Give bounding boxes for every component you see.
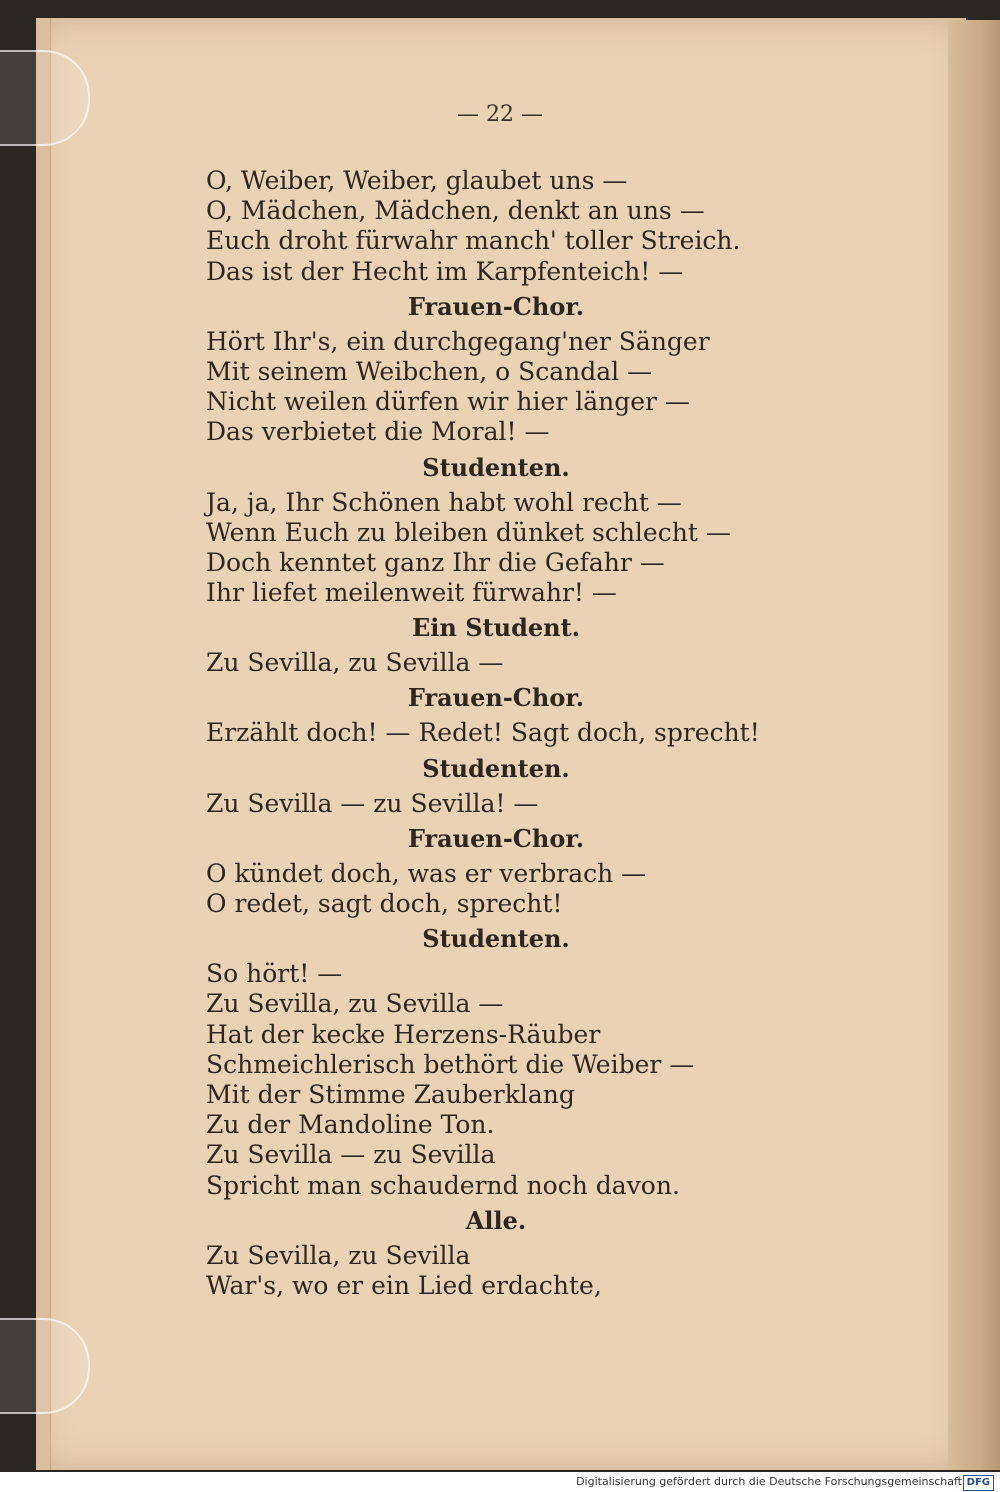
verse-line: Zu Sevilla, zu Sevilla [206, 1240, 471, 1270]
footer-credit: Digitalisierung gefördert durch die Deutsche Forschungsgemeinschaft [576, 1475, 962, 1488]
verse-line: War's, wo er ein Lied erdachte, [206, 1270, 602, 1300]
page-number: — 22 — [457, 102, 543, 127]
verse-line: O, Weiber, Weiber, glaubet uns — [206, 166, 628, 195]
speaker-heading: Studenten. [422, 924, 570, 954]
verse-line: Das ist der Hecht im Karpfenteich! — [206, 256, 684, 286]
verse-line: Zu der Mandoline Ton. [206, 1110, 495, 1140]
verse-line: Wenn Euch zu bleiben dünket schlecht — [206, 517, 731, 547]
verse-line: Schmeichlerisch bethört die Weiber — [206, 1049, 695, 1079]
speaker-heading: Studenten. [422, 753, 570, 783]
verse-line: Zu Sevilla, zu Sevilla — [206, 648, 504, 678]
verse-line: O, Mädchen, Mädchen, denkt an uns — [206, 196, 705, 226]
page-stack-edge-right [948, 20, 1000, 1470]
verse-line: Erzählt doch! — Redet! Sagt doch, sprecht! [206, 718, 760, 748]
speaker-heading: Frauen-Chor. [407, 683, 585, 713]
verse-line: So hört! — [206, 959, 343, 989]
speaker-heading: Studenten. [422, 452, 570, 482]
page-stack-edge-left [36, 18, 51, 1470]
verse-line: O redet, sagt doch, sprecht! [206, 889, 563, 918]
dfg-logo: DFG [963, 1475, 994, 1491]
verse-text-block [206, 166, 766, 1301]
scan-clip-top [0, 50, 90, 146]
verse-line: Hört Ihr's, ein durchgegang'ner Sänger [206, 326, 710, 356]
verse-line: Spricht man schaudernd noch davon. [206, 1170, 680, 1200]
verse-line: Hat der kecke Herzens-Räuber [206, 1019, 601, 1049]
verse-line: Ja, ja, Ihr Schönen habt wohl recht — [206, 487, 682, 517]
scan-clip-bottom [0, 1318, 90, 1414]
speaker-heading: Ein Student. [411, 613, 581, 643]
verse-line: O kündet doch, was er verbrach — [206, 858, 647, 888]
verse-line: Doch kenntet ganz Ihr die Gefahr — [206, 547, 665, 577]
verse-line: Mit seinem Weibchen, o Scandal — [206, 356, 653, 386]
verse-line: Nicht weilen dürfen wir hier länger — [206, 387, 690, 417]
speaker-heading: Frauen-Chor. [407, 823, 585, 853]
verse-line: Zu Sevilla, zu Sevilla — [206, 989, 504, 1019]
verse-line: Euch droht fürwahr manch' toller Streich. [206, 226, 741, 256]
verse-line: Das verbietet die Moral! — [206, 417, 550, 447]
verse-line: Mit der Stimme Zauberklang [206, 1079, 575, 1109]
verse-line: Zu Sevilla — zu Sevilla [206, 1140, 496, 1170]
verse-line: Zu Sevilla — zu Sevilla! — [206, 788, 539, 818]
verse-line: Ihr liefet meilenweit fürwahr! — [206, 578, 617, 608]
speaker-heading: Frauen-Chor. [407, 291, 585, 321]
speaker-heading: Alle. [465, 1205, 527, 1235]
